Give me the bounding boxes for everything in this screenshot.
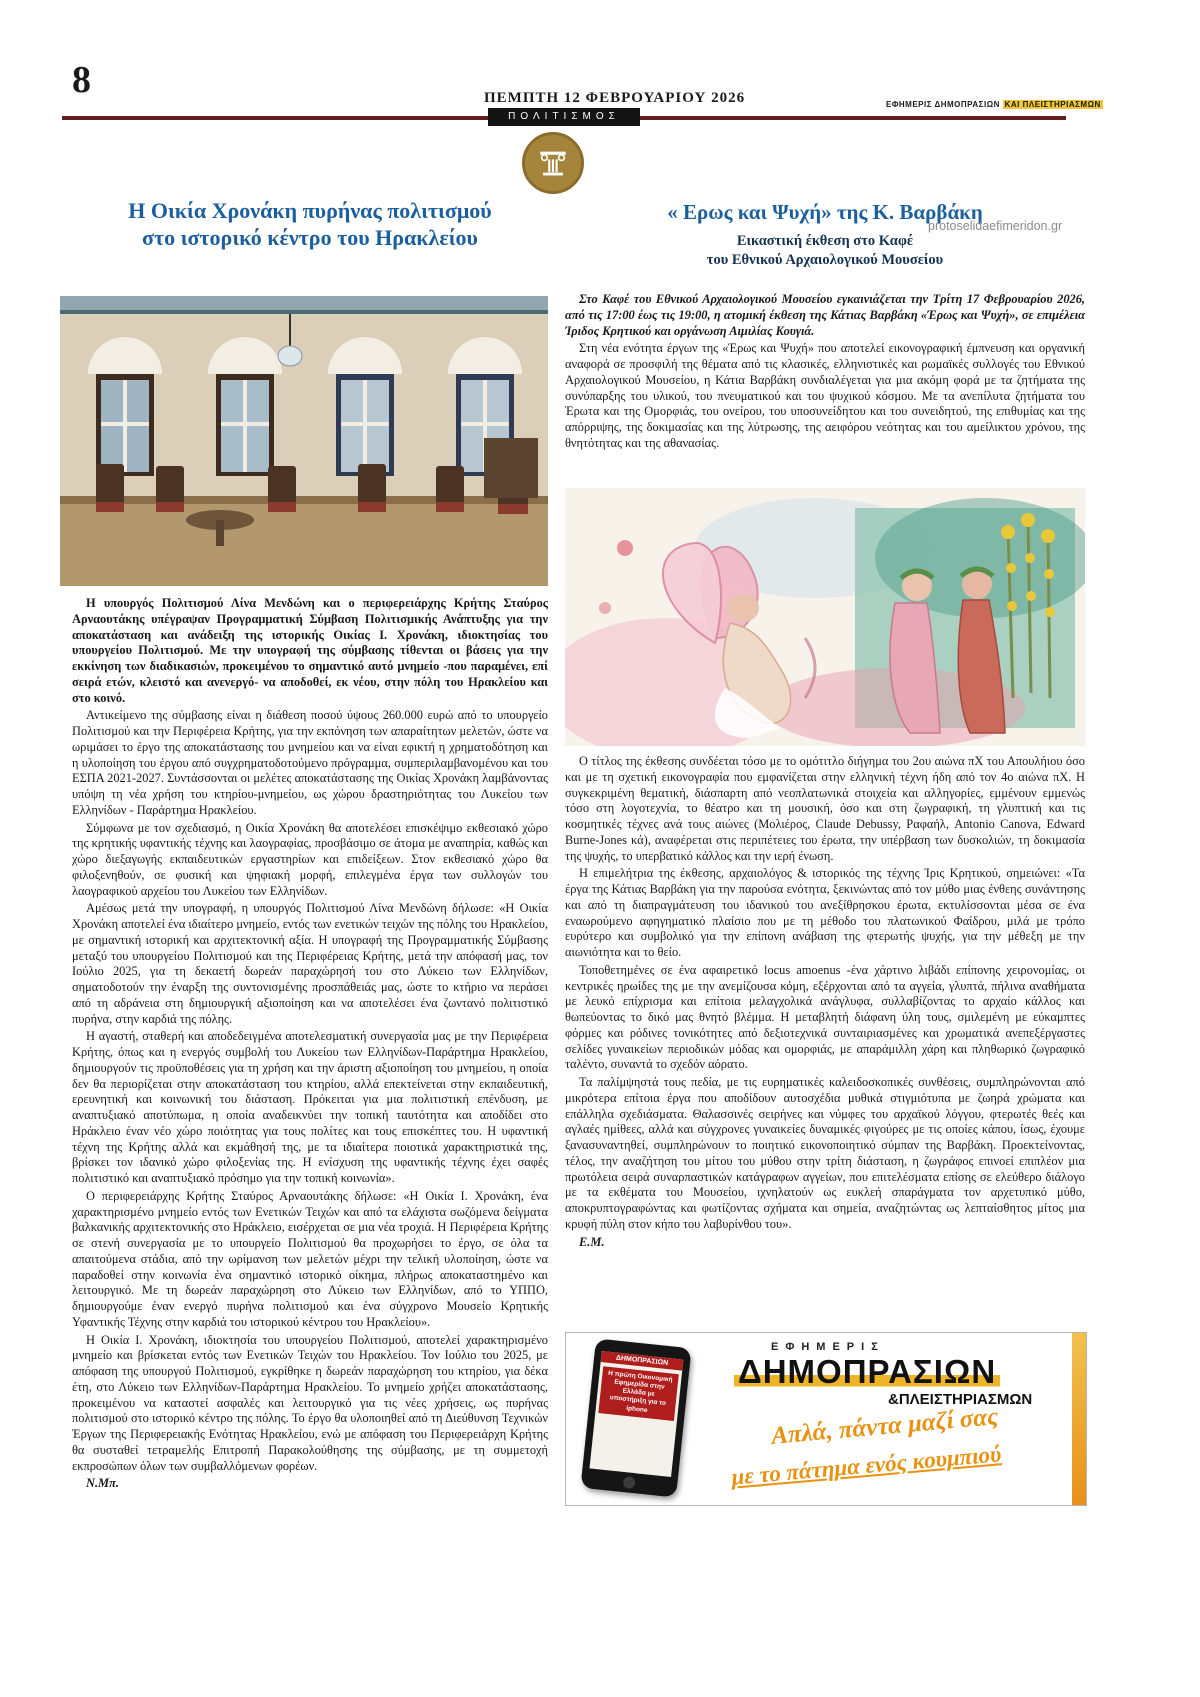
ionic-column-glyph bbox=[536, 146, 570, 180]
right-article-headline: « Ερως και Ψυχή» της Κ. Βαρβάκη bbox=[667, 200, 983, 224]
masthead-left: ΕΦΗΜΕΡΙΣ ΔΗΜΟΠΡΑΣΙΩΝ bbox=[886, 100, 1000, 109]
section-title: ΠΟΛΙΤΙΣΜΟΣ bbox=[488, 108, 640, 126]
right-article-paragraph: Η επιμελήτρια της έκθεσης, αρχαιολόγος & ιστορικός της τέχνης Ίρις Κρητικού, σημειώνει: «Τα έργα της Κάτιας Βαρβάκη για την παρούσα ενότητα, ξεκινώντας από τον μύθο μιας ένθεης συνάντησης και από τη διαπραγμάτευση του ιδανικού του ανεξίθρησκου έρωτα, εκτυλίσσονται μέσα σε ένα εναωρούμενο αφηγηματικό πλαίσιο που με τη μέθοδο του πλατωνικού Φαίδρου, μιλά με τρόπο ευρύτερο και συμβολικό για την επίπονη ανάβαση της φτερωτής ψυχής, για την μέθεξη με την αιωνιότητα και το θείο. bbox=[565, 866, 1085, 959]
right-subtitle-line1: Εικαστική έκθεση στο Καφέ bbox=[736, 233, 914, 249]
right-subtitle-line2: του Εθνικού Αρχαιολογικού Μουσείου bbox=[706, 251, 944, 268]
phone-screen bbox=[589, 1351, 683, 1477]
ad-slogan-line2: με το πάτημα ενός κουμπιού bbox=[730, 1441, 1003, 1490]
ad-brand-top: ΕΦΗΜΕΡΙΣ bbox=[771, 1341, 885, 1353]
left-article-byline: Ν.Μπ. bbox=[86, 1476, 119, 1491]
chronaki-house-photo bbox=[60, 296, 548, 586]
watermark: protoselidaefimeridon.gr bbox=[928, 219, 1063, 233]
ad-brand-main: ΔΗΜΟΠΡΑΣΙΩΝ bbox=[734, 1353, 1000, 1391]
left-article-paragraph: Ο περιφερειάρχης Κρήτης Σταύρος Αρναουτάκης δήλωσε: «Η Οικία Ι. Χρονάκη, ένα χαρακτηρισμένο μνημείο εντός των Ενετικών Τειχών και από τα ελάχιστα σωζόμενα δείγματα βαλκανικής αρχιτεκτονικής στο Ηράκλειο, εισέρχεται σε μια νέα τροχιά. Η Περιφέρεια Κρήτης σε στενή συνεργασία με το υπουργείο Πολιτισμού θα προχωρήσει το έργο, σε όλα τα απαιτούμενα στάδια, από την ωρίμανση των μελετών μέχρι την τελική υλοποίηση, ώστε να παραδοθεί στην κοινωνία ένα σημαντικό ιστορικό οίκημα, πλήρως αποκαταστημένο και λειτουργικό. Με τη δωρεάν παραχώρηση στο Λύκειο των Ελληνίδων, από το ΥΠΠΟ, δημιουργούμε έναν ενεργό πυρήνα πολιτισμού και ένα σύγχρονο Μουσείο Κρητικής Υφαντικής Τέχνης στην καρδιά του ιστορικού κέντρου του Ηρακλείου». bbox=[72, 1188, 548, 1329]
eros-psyche-painting bbox=[565, 488, 1085, 746]
culture-column-icon bbox=[522, 132, 584, 194]
right-article-paragraph: Τοποθετημένες σε ένα αφαιρετικό locus amoenus -ένα χάρτινο λιβάδι επίπονης χειρονομίας, οι κεντρικές ηρωίδες της με την ανεμίζουσα κόμη, εξέρχονται από τα αγγεία, γλυπτά, πήλινα αναθήματα με λευκό επίχρισμα και επίτοια μελαγχολικά ανάγλυφα, συλλαβίζοντας το αρχαίο κάλλος και θωπεύοντας το δικό μας θνητό βλέμμα. Η μεταβλητή διάφανη ύλη τους, σμιλεμένη με εύκαμπτες φόρμες και ρόδινες τονικότητες από δεξιοτεχνικά συνταιριασμένες και χρωματικά ανεπεξέργαστες σελίδες γυναικείων περιοδικών μόδας και ομορφιάς, με απαράμιλλη χάρη και πληθωρικό ζωγραφικό ταλέντο, συναντά το σχεδόν αόρατο. bbox=[565, 962, 1085, 1072]
smartphone-image bbox=[580, 1338, 691, 1497]
right-article-subtitle bbox=[565, 232, 1085, 270]
phone-home-button bbox=[623, 1476, 636, 1489]
left-article-paragraph: Η αγαστή, σταθερή και αποδεδειγμένα αποτελεσματική συνεργασία μας με την Περιφέρεια Κρήτης, όπως και η ενεργός συμβολή του Λυκείου των Ελληνίδων-Παράρτημα Ηρακλείου, δημιουργούν τις προϋποθέσεις για τη χρήση και την άριστη αξιοποίηση του μνημείου, η οποία δεν θα περιορίζεται στην αποκατάσταση του κτηρίου, αλλά επεκτείνεται στην εκπαιδευτική, ερευνητική και κοινωνική του διάσταση. Πρόκειται για μια πολιτιστική επένδυση, με αναπτυξιακό αποτύπωμα, η οποία αναδεικνύει την τοπική ταυτότητα και αποδίδει στο Ηράκλειο έναν νέο χώρο ποιότητας για τους πολίτες και τους επισκέπτες του. Η υφαντική τέχνη της Κρήτης αλλά και εκμάθησή της, με τα ιδιαίτερα ποιοτικά χαρακτηριστικά της, βρίσκει τον ιδανικό χώρο φιλοξενίας της. Η ενίσχυση της υφαντικής τέχνης έχει σαφές πολιτιστικό και αναπτυξιακό πρόσημο για την τοπική κοινωνία». bbox=[72, 1029, 548, 1185]
right-article-lead: Στο Καφέ του Εθνικού Αρχαιολογικού Μουσείου εγκαινιάζεται την Τρίτη 17 Φεβρουαρίου 2026, από τις 17:00 έως τις 19:00, η ατομική έκθεση της Κάτιας Βαρβάκη «Έρως και Ψυχή», σε επιμέλεια Ίριδος Κρητικού και οργάνωση Αιμιλίας Κουγιά. bbox=[565, 292, 1085, 338]
left-article-paragraph: Η Οικία Ι. Χρονάκη, ιδιοκτησία του υπουργείου Πολιτισμού, αποτελεί χαρακτηρισμένο μνημείο και βρίσκεται εντός των Ενετικών Τειχών του Ηρακλείου. Τον Ιούλιο του 2025, με απόφαση της υπουργού Πολιτισμού, εγκρίθηκε η δωρεάν παραχώρηση του κτηρίου, για δέκα έτη, στο Λύκειο των Ελληνίδων-Παράρτημα Ηρακλείου. Το μνημείο χρήζει αποκατάστασης, προκειμένου να καταστεί ασφαλές και λειτουργικό για τις νέες χρήσεις, ως πυρήνας πολιτισμού στο ιστορικό κέντρο της πόλης. Το έργο θα υλοποιηθεί από τη Διεύθυνση Τεχνικών Έργων της Περιφερειακής Ενότητας Ηρακλείου, ενώ με απόφαση του Περιφερειάρχη Κρήτης θα συσταθεί τετραμελής Επιτροπή Παρακολούθησης της σύμβασης, με τη συμμετοχή εκπροσώπων όλων των συμβαλλόμενων φορέων. bbox=[72, 1332, 548, 1473]
left-article-paragraph: Αμέσως μετά την υπογραφή, η υπουργός Πολιτισμού Λίνα Μενδώνη δήλωσε: «Η Οικία Χρονάκη αποτελεί ένα ιδιαίτερο μνημείο, εντός των ενετικών τειχών της πόλης του Ηρακλείου, με σημαντική ιστορική και αρχιτεκτονική αξία. Η υπογραφή της Προγραμματικής Σύμβασης μεταξύ του υπουργείου Πολιτισμού και της Περιφέρειας Κρήτης, μετά την απόφασή μας, τον Ιούλιο 2025, για τη δεκαετή δωρεάν παραχώρησή του στο Λύκειο των Ελληνίδων, σηματοδοτούν την έναρξη της συντονισμένης προσπάθειάς μας, ώστε το κτήριο να περάσει από τη αδράνεια στη δημιουργική αξιοποίηση και να αποτελέσει ένα ζωντανό πολιτιστικό πυρήνα, στην καρδιά της πόλης. bbox=[72, 901, 548, 1026]
right-article-body-top bbox=[565, 292, 1085, 486]
left-article-paragraph: Σύμφωνα με τον σχεδιασμό, η Οικία Χρονάκη θα αποτελέσει επισκέψιμο εκθεσιακό χώρο της κρητικής υφαντικής τέχνης και λαογραφίας, προσβάσιμο σε άτομα με αναπηρία, καθώς και χώρο διεξαγωγής εκπαιδευτικών εργαστηρίων και επιδείξεων. Στον εκθεσιακό χώρο θα φιλοξενηθούν, σε φυσική και ψηφιακή μορφή, επιλεγμένα έργα των συλλογών του λαογραφικού αρχείου του Λυκείου των Ελληνίδων. bbox=[72, 820, 548, 898]
ad-orange-strip bbox=[1072, 1333, 1086, 1505]
right-article-paragraph: Ο τίτλος της έκθεσης συνδέεται τόσο με το ομότιτλο διήγημα του 2ου αιώνα πΧ του Απουλήιου όσο και με τη σχετική εικονογραφία που εμφανίζεται στην ελληνική τέχνη ήδη από τον 4ο αιώνα πΧ. Η συγκεκριμένη θεματική, διάσπαρτη από νεοπλατωνικά στοιχεία και αλληγορίες, εμμένουν εμμενώς τόσο στη λογοτεχνία, το θέατρο και τη μουσική, όσο και στη ζωγραφική, τη γλυπτική και τις κοσμητικές τέχνες ανά τους αιώνες (Μολιέρος, Claude Debussy, Ραφαήλ, Antonio Canova, Edward Burne-Jones κά), αναφέρεται στις περιπέτειες του έρωτα, την υπέρβαση των δυσκολιών, τη δοκιμασία της ψυχής, το υπερβατικό κάλλος και την ιερή ένωση. bbox=[565, 754, 1085, 863]
page-number: 8 bbox=[72, 59, 91, 101]
phone-screen-text: Η πρώτη Οικονομική Εφημερίδα στην Ελλάδα με υποστήριξη για το iphone bbox=[598, 1366, 678, 1420]
right-article-paragraph: Στη νέα ενότητα έργων της «Έρως και Ψυχή» που αποτελεί εικονογραφική έμπνευση και οργανική αναφορά σε προσφιλή της θέματα από τις κλασικές, ελληνιστικές και ρωμαϊκές συλλογές του Εθνικού Αρχαιολογικού Μουσείου, η Κάτια Βαρβάκη συνδιαλέγεται για μια ακόμη φορά με τα ζητήματα της συνύπαρξης του υλικού, του πνευματικού και του ψυχικού κόσμου. Με τα ανεπίλυτα ζητήματα του Έρωτα και της Ομορφιάς, του ονείρου, του υποσυνείδητου και του συνειδητού, της επιθυμίας και της απόρριψης, της δοκιμασίας και της λύτρωσης, της αειφόρου νεότητας και του αμείλικτου χρόνου, της θνητότητας και της αθανασίας. bbox=[565, 341, 1085, 450]
dimoprasion-ad bbox=[565, 1332, 1087, 1506]
masthead-right: ΚΑΙ ΠΛΕΙΣΤΗΡΙΑΣΜΩΝ bbox=[1004, 100, 1101, 109]
right-article-byline: Ε.Μ. bbox=[579, 1234, 605, 1249]
left-article-headline bbox=[72, 198, 548, 252]
ad-brand-sub: &ΠΛΕΙΣΤΗΡΙΑΣΜΩΝ bbox=[888, 1391, 1033, 1408]
left-headline-line2: στο ιστορικό κέντρο του Ηρακλείου bbox=[142, 224, 478, 250]
right-article-paragraph: Τα παλίμψηστά τους πεδία, με τις ευρηματικές καλειδοσκοπικές συνθέσεις, συμπληρώνονται από μικρότερα επίτοια έργα που αποδίδουν αυτοσχέδια μυθικά στιγμιότυπα με ζωηρά χρώματα και επάλληλα σχεδιάσματα. Θαλασσινές σειρήνες και νύμφες του αρχαϊκού λόγγου, φτερωτές θεές και αγλαές ημίθεες, αλλά και σύγχρονες γυναικείες δυναμικές φιγούρες με τις οποίες κάπου, ίσως, έχουμε ξανασυναντηθεί, συμπληρώνουν το ποιητικό εικονοποιητικό σύμπαν της Βαρβάκη. Προεκτείνοντας, τέλος, την αναζήτηση του μίτου του μύθου στην τρίτη διάσταση, η ζωγράφος επινοεί επιπλέον μια πρωτόλεια σειρά συναρπαστικών κατάγραφων αγγείων, που επιτελέσματα επίσης σε ελεύθερο διάλογο με τα εκθέματα του Μουσείου, ιχνηλατούν ως ευκλεή σπαράγματα τον αρχετυπικό μύθο, αποκρυπτογραφώντας και φωτίζοντας σχήματα και σημεία, αναζητώντας ως λεπταίσθητος μίτος μια κρυφή πύλη στον κήπο του λαβυρίνθου του». bbox=[565, 1075, 1085, 1231]
phone-masthead: ΔΗΜΟΠΡΑΣΙΩΝ bbox=[601, 1351, 684, 1371]
masthead-mini-logo bbox=[886, 100, 1101, 109]
page-date: ΠΕΜΠΤΗ 12 ΦΕΒΡΟΥΑΡΙΟΥ 2026 bbox=[484, 90, 746, 106]
right-article-body-bottom bbox=[565, 754, 1085, 1316]
left-headline-line1: Η Οικία Χρονάκη πυρήνας πολιτισμού bbox=[128, 198, 492, 223]
left-article-paragraph: Αντικείμενο της σύμβασης είναι η διάθεση ποσού ύψους 260.000 ευρώ από το υπουργείο Πολιτισμού και την Περιφέρεια Κρήτης, για την εκπόνηση των απαραίτητων μελετών, ώστε να ωριμάσει το έργο της αποκατάστασης του μνημείου και να είναι εφικτή η χρηματοδότηση και η υλοποίηση του έργου από συγχρηματοδοτούμενο πρόγραμμα, συμπεριλαμβανομένου και του ΕΣΠΑ 2021-2027. Συντάσσονται οι μελέτες αποκατάστασης της Οικίας Χρονάκη λαμβάνοντας υπόψη τη νέα χρήση του κτηρίου-μνημείου, ως χώρου δραστηριότητας του Λυκείου των Ελληνίδων - Παράρτημα Ηρακλείου. bbox=[72, 708, 548, 817]
ad-slogan-line1: Απλά, πάντα μαζί σας bbox=[770, 1403, 1000, 1450]
left-article-lead: Η υπουργός Πολιτισμού Λίνα Μενδώνη και ο περιφερειάρχης Κρήτης Σταύρος Αρναουτάκης υπέγραψαν Προγραμματική Σύμβαση Πολιτισμικής Ανάπτυξης για την αποκατάσταση και ανάδειξη της ιστορικής Οικίας Ι. Χρονάκη, ιδιοκτησίας του υπουργείου Πολιτισμού. Με την υπογραφή της σύμβασης τίθενται οι βάσεις για την εκκίνηση των διαδικασιών, προκειμένου το σημαντικό αυτό μνημείο -που παραμένει, επί σειρά ετών, κλειστό και ανενεργό- να αποδοθεί, εκ νέου, στην πόλη του Ηρακλείου και στο κοινό. bbox=[72, 596, 548, 705]
left-article-body bbox=[72, 596, 548, 1536]
